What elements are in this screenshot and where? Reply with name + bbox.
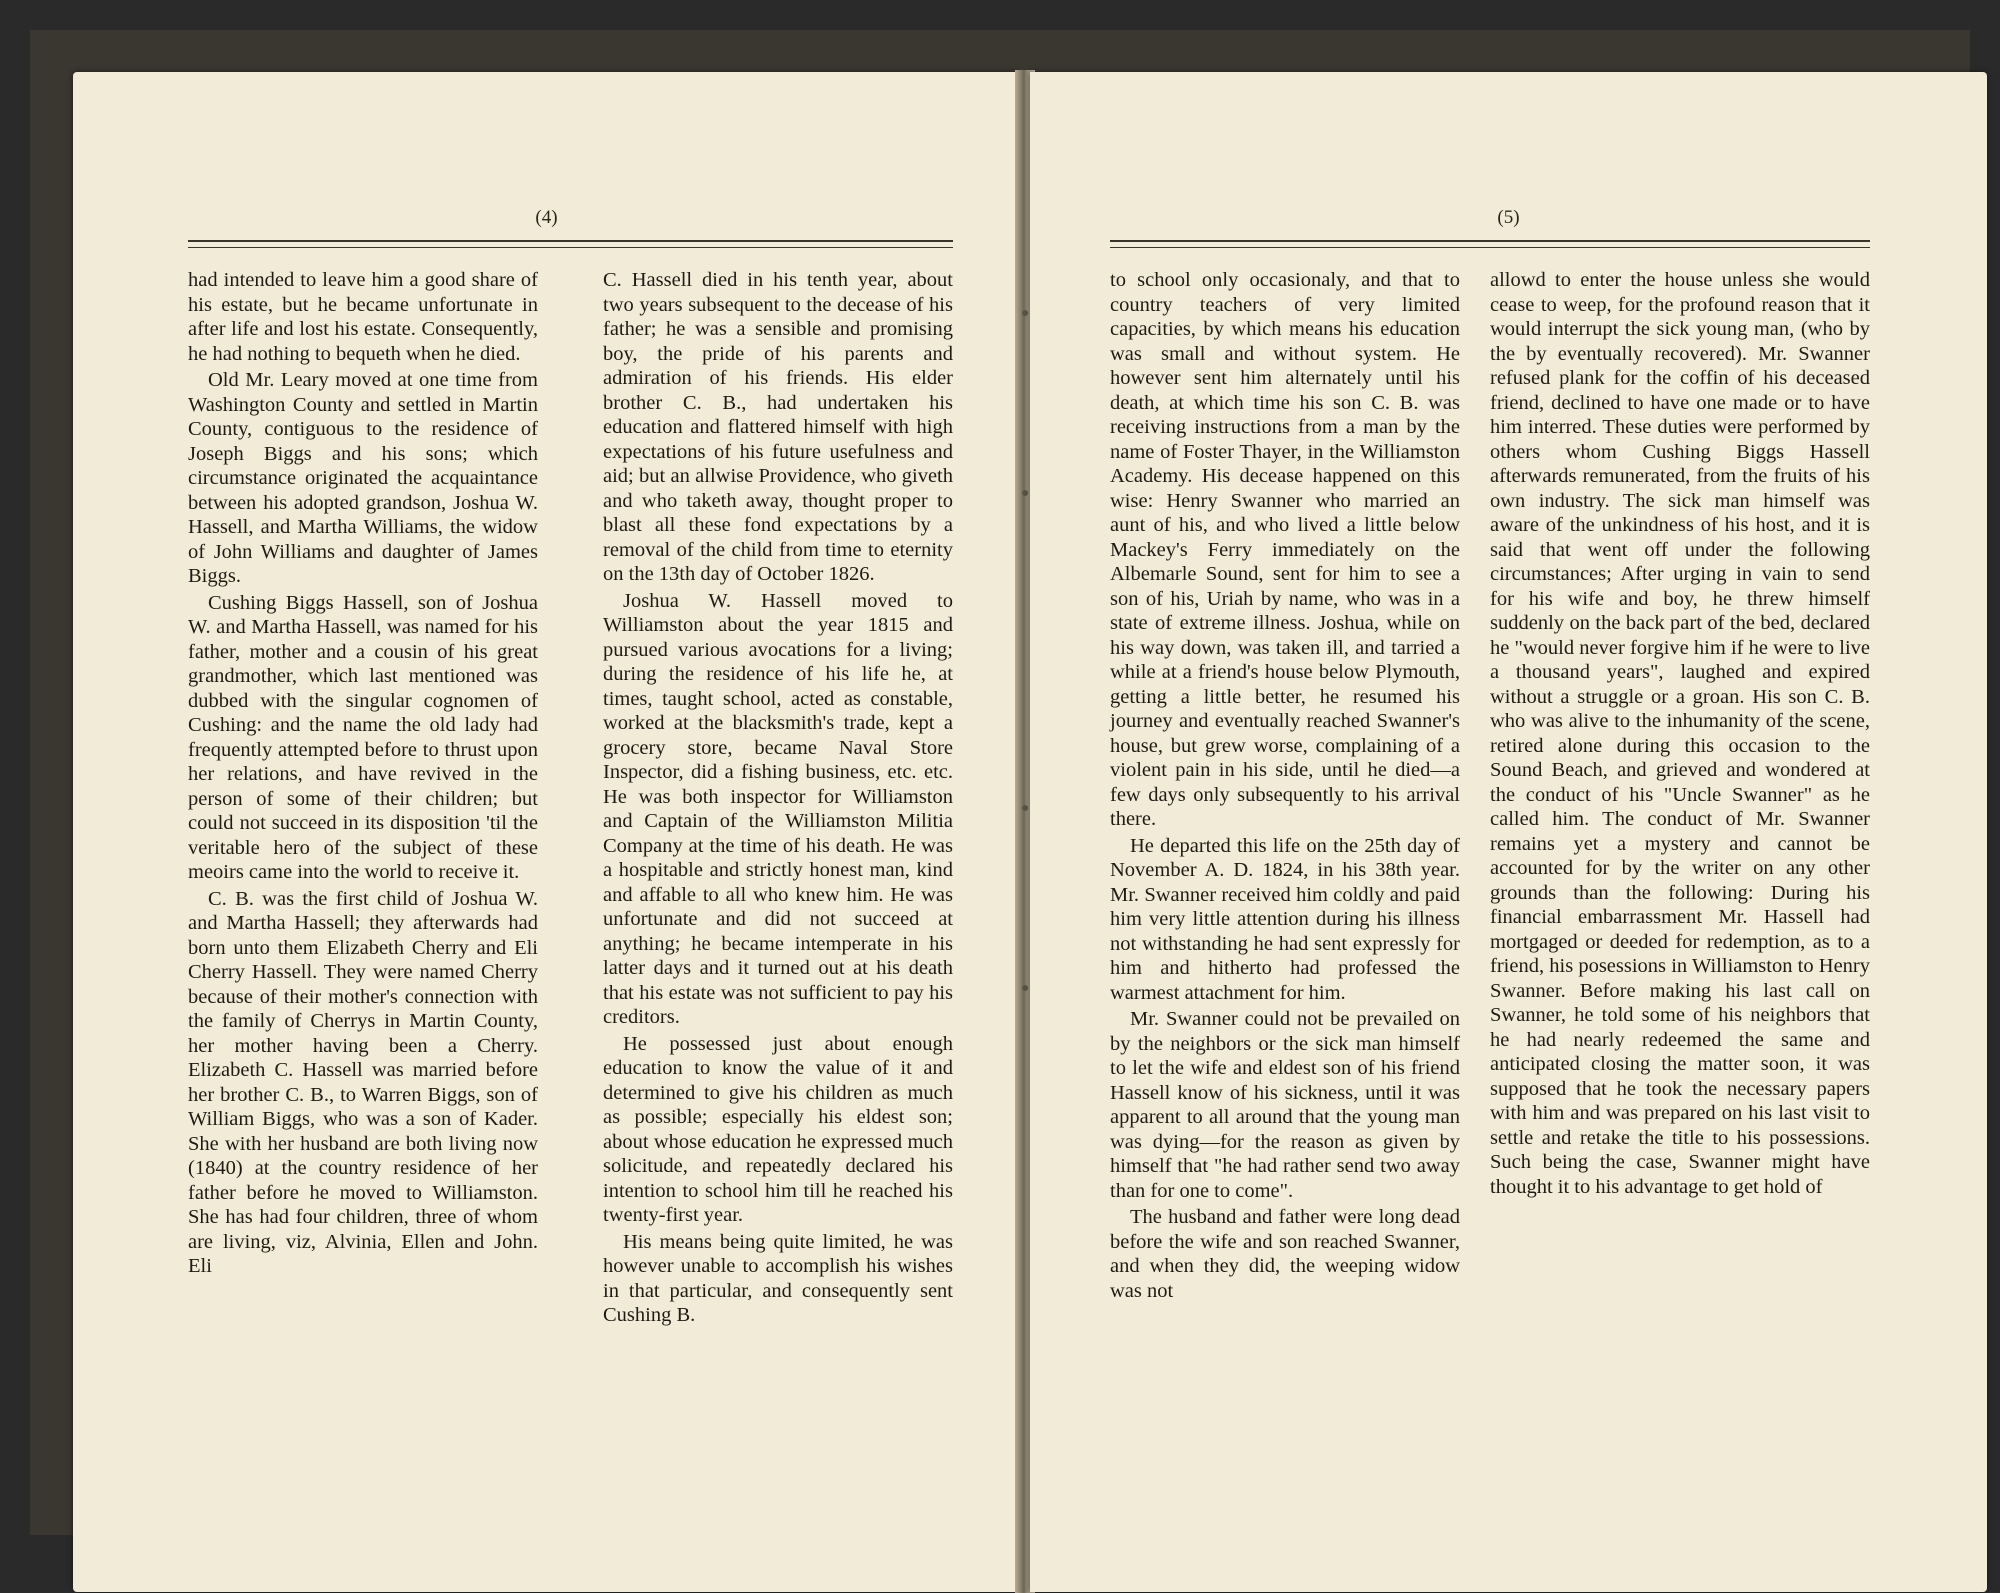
staple-hole — [1022, 310, 1028, 316]
paragraph: had intended to leave him a good share of his estate, but he became unfortunate in after life and lost his estate. Consequently, he had nothing to bequeth when he died. — [188, 269, 538, 365]
header-rule-right — [1110, 240, 1870, 248]
paragraph: C. B. was the first child of Joshua W. and Martha Hassell; they afterwards had born unto them Elizabeth Cherry and Eli Cherry Hassell. They were named Cherry because of their mother's connection with the family of Cherrys in Martin County, her mother having been a Cherry. Elizabeth C. Hassell was married before her brother C. B., to Warren Biggs, son of William Biggs, who was a son of Kader. She with her husband are both living now (1840) at the country residence of her father before he moved to Williamston. She has had four children, three of whom are living, viz, Alvinia, Ellen and John. Eli — [188, 887, 538, 1277]
paragraph: Mr. Swanner could not be prevailed on by the neighbors or the sick man himself to let the wife and eldest son of his friend Hassell know of his sickness, until it was apparent to all around that the young man was dying—for the reason as given by himself that "he had rather send two away than for one to come". — [1110, 1008, 1460, 1202]
right-page — [1030, 72, 1987, 1592]
paragraph: to school only occasionaly, and that to country teachers of very limited capacities, by which means his education was small and without system. He however sent him alternately until his death, at which time his son C. B. was receiving instructions from a man by the name of Foster Thayer, in the Williamston Academy. His decease happened on this wise: Henry Swanner who married an aunt of his, and who lived a little below Mackey's Ferry immediately on the Albemarle Sound, sent for him to see a son of his, Uriah by name, who was in a state of extreme illness. Joshua, while on his way down, was taken ill, and tarried a while at a friend's house below Plymouth, getting a little better, he resumed his journey and eventually reached Swanner's house, but grew worse, complaining of a violent pain in his side, until he died—a few days only subsequently to his arrival there. — [1110, 269, 1460, 830]
left-page-column-2 — [603, 268, 953, 1328]
book-spread — [30, 30, 1970, 1535]
right-page-column-1 — [1110, 268, 1460, 1303]
paragraph: He departed this life on the 25th day of November A. D. 1824, in his 38th year. Mr. Swanner received him coldly and paid him very little attention during his illness not withstanding he had sent expressly for him and hitherto had professed the warmest attachment for him. — [1110, 834, 1460, 1004]
staple-hole — [1022, 490, 1028, 496]
paragraph: allowd to enter the house unless she would cease to weep, for the profound reason that it would interrupt the sick young man, (who by the by eventually recovered). Mr. Swanner refused plank for the coffin of his deceased friend, declined to have one made or to have him interred. These duties were performed by others whom Cushing Biggs Hassell afterwards remunerated, from the fruits of his own industry. The sick man himself was aware of the unkindness of his host, and it is said that went off under the following circumstances; After urging in vain to send for his wife and boy, he threw himself suddenly on the back part of the bed, declared he "would never forgive him if he were to live a thousand years", laughed and expired without a struggle or a groan. His son C. B. who was alive to the inhumanity of the scene, retired alone during this occasion to the Sound Beach, and grieved and wondered at the conduct of his "Uncle Swanner" as he called him. The conduct of Mr. Swanner remains yet a mystery and cannot be accounted for by the writer on any other grounds than the following: During his financial embarrassment Mr. Hassell had mortgaged or deeded for redemption, as to a friend, his posessions in Williamston to Henry Swanner. Before making his last call on Swanner, he told some of his neighbors that he had nearly redeemed the same and anticipated closing the matter soon, it was supposed that he took the necessary papers with him and was prepared on his last visit to settle and retake the title to his possessions. Such being the case, Swanner might have thought it to his advantage to get hold of — [1490, 269, 1870, 1198]
left-page-column-1 — [188, 268, 538, 1279]
paragraph: Cushing Biggs Hassell, son of Joshua W. and Martha Hassell, was named for his father, mother and a cousin of his great grandmother, which last mentioned was dubbed with the singular cognomen of Cushing: and the name the old lady had frequently attempted before to thrust upon her relations, and have revived in the person of some of their children; but could not succeed in its disposition 'til the veritable hero of the subject of these meoirs came into the world to receive it. — [188, 591, 538, 883]
paragraph: Old Mr. Leary moved at one time from Washington County and settled in Martin County, contiguous to the residence of Joseph Biggs and his sons; which circumstance originated the acquaintance between his adopted grandson, Joshua W. Hassell, and Martha Williams, the widow of John Williams and daughter of James Biggs. — [188, 369, 538, 587]
paragraph: He possessed just about enough education to know the value of it and determined to give his children as much as possible; especially his eldest son; about whose education he expressed much solicitude, and repeatedly declared his intention to school him till he reached his twenty-first year. — [603, 1032, 953, 1226]
staple-hole — [1022, 985, 1028, 991]
header-rule-left — [188, 240, 953, 248]
paragraph: Joshua W. Hassell moved to Williamston about the year 1815 and pursued various avocations for a living; during the residence of his life he, at times, taught school, acted as constable, worked at the blacksmith's trade, kept a grocery store, became Naval Store Inspector, did a fishing business, etc. etc. He was both inspector for Williamston and Captain of the Williamston Militia Company at the time of his death. He was a hospitable and strictly honest man, kind and affable to all who knew him. He was unfortunate and did not succeed at anything; he became intemperate in his latter days and it turned out at his death that his estate was not sufficient to pay his creditors. — [603, 589, 953, 1028]
paragraph: The husband and father were long dead before the wife and son reached Swanner, and when they did, the weeping widow was not — [1110, 1206, 1460, 1302]
page-number-left: (4) — [535, 207, 558, 228]
left-page — [73, 72, 1020, 1592]
right-page-column-2 — [1490, 268, 1870, 1199]
page-number-right: (5) — [1497, 207, 1520, 228]
paragraph: C. Hassell died in his tenth year, about two years subsequent to the decease of his father; he was a sensible and promising boy, the pride of his parents and admiration of his friends. His elder brother C. B., had undertaken his education and flattered himself with high expectations of his future usefulness and aid; but an allwise Providence, who giveth and who taketh away, thought proper to blast all these fond expectations by a removal of the child from time to eternity on the 13th day of October 1826. — [603, 269, 953, 585]
paragraph: His means being quite limited, he was however unable to accomplish his wishes in that particular, and consequently sent Cushing B. — [603, 1230, 953, 1326]
staple-hole — [1022, 805, 1028, 811]
